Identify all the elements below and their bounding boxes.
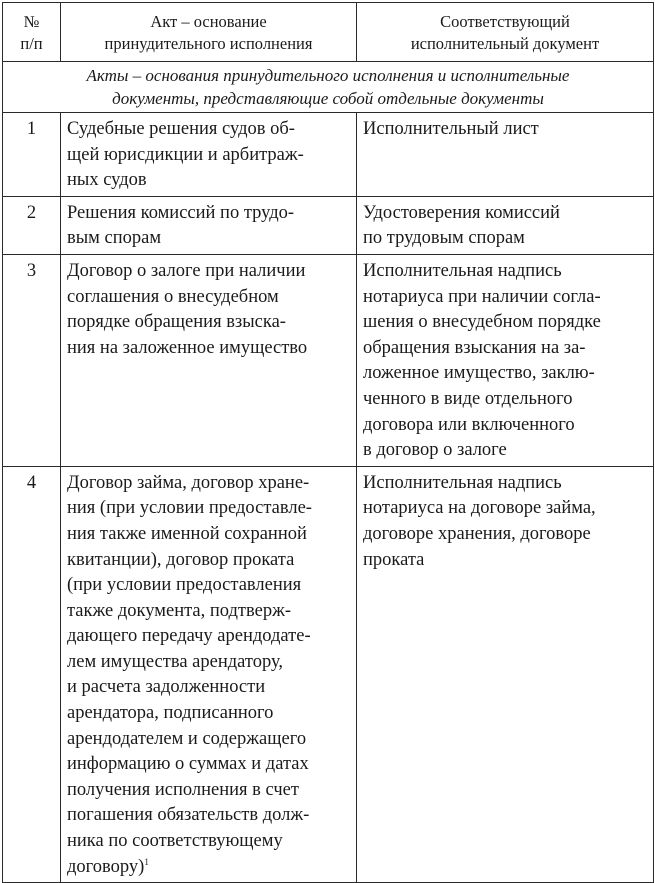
header-row	[3, 3, 654, 62]
footnote-marker: 1	[144, 856, 149, 867]
row-number: 3	[3, 254, 61, 466]
row-number: 4	[3, 466, 61, 883]
act-cell: Договор о залоге при наличии соглашения о внесудебном порядке обращения взыска- ния на заложенное имущество	[61, 254, 357, 466]
document-cell: Исполнительная надпись нотариуса на договоре займа, договоре хранения, договоре проката	[357, 466, 654, 883]
document-cell: Исполнительный лист	[357, 113, 654, 197]
header-act: Акт – основание принудительного исполнения	[61, 3, 357, 62]
section-row	[3, 62, 654, 113]
row-number: 2	[3, 196, 61, 254]
table-row	[3, 113, 654, 197]
act-cell: Решения комиссий по трудо- вым спорам	[61, 196, 357, 254]
table-row	[3, 254, 654, 466]
last-line: договору)$^1$	[67, 856, 149, 877]
header-number: № п/п	[3, 3, 61, 62]
act-cell: Судебные решения судов об- щей юрисдикции и арбитраж- ных судов	[61, 113, 357, 197]
table-row	[3, 196, 654, 254]
row-number: 1	[3, 113, 61, 197]
document-cell: Исполнительная надпись нотариуса при наличии согла- шения о внесудебном порядке обращения взыскания на за- ложенное имущество, заклю- ченного в виде отдельного договора или включенного в договор о залоге	[357, 254, 654, 466]
section-heading: Акты – основания принудительного исполнения и исполнительные документы, представляющие собой отдельные документы	[3, 62, 654, 113]
document-cell: Удостоверения комиссий по трудовым спорам	[357, 196, 654, 254]
table-row	[3, 466, 654, 883]
enforcement-acts-table	[2, 2, 654, 883]
header-document: Соответствующий исполнительный документ	[357, 3, 654, 62]
act-cell: Договор займа, договор хране- ния (при условии предоставле- ния также именной сохранной квитанции), договор проката (при условии предоставления также документа, подтверж- дающего передачу арендодате- лем имущества арендатору, и расчета задолженности арендатора, подписанного арендодателем и содержащего информацию о суммах и датах получения исполнения в счет погашения обязательств долж- ника по соответствующему договору)$^1$	[61, 466, 357, 883]
